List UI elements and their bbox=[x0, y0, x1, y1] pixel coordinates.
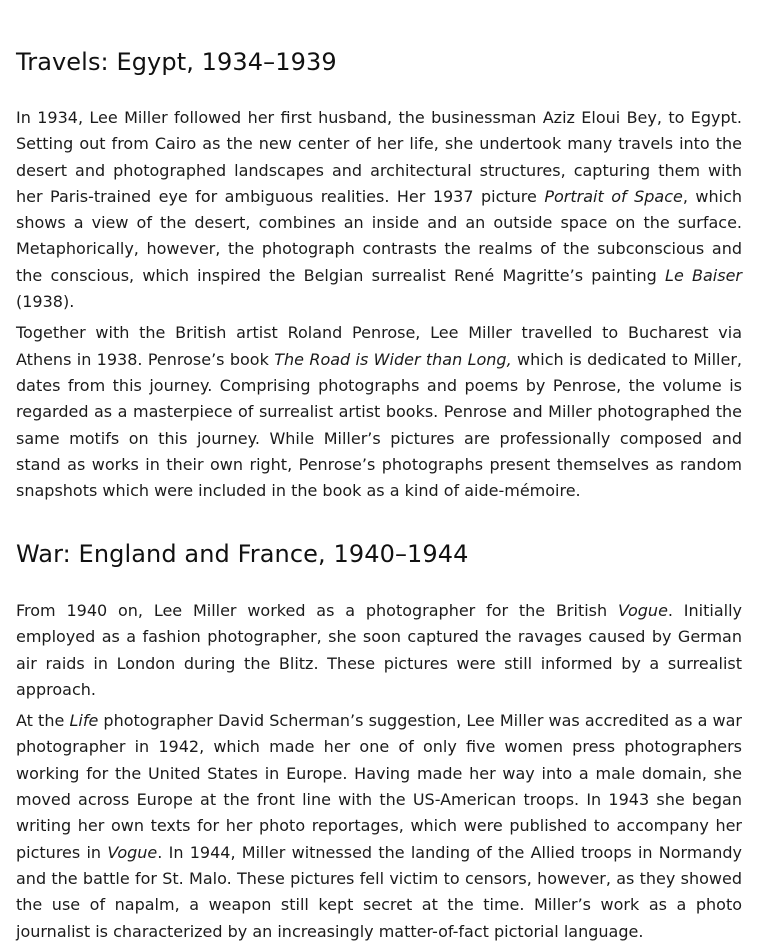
paragraph bbox=[16, 320, 742, 504]
text-run: . In 1944, Miller witnessed the landing of the Allied troops in Normandy and the battle for St. Malo. These pictures fell victim to censors, however, as they showed the use of napalm, a weapon still kept secret at the time. Miller’s work as a photo journalist is characterized by an increasingly matter-of-fact pictorial language. bbox=[16, 842, 742, 941]
italic-title-life: Life bbox=[69, 711, 99, 731]
text-run: From 1940 on, Lee Miller worked as a photographer for the British bbox=[16, 601, 618, 620]
text-run: , which shows a view of the desert, combines an inside and an outside space on the surface. Metaphorically, however, the photograph contrasts the realms of the subconscious and the conscious, which inspired the Belgian surrealist René Magritte’s painting bbox=[16, 186, 742, 285]
paragraph bbox=[16, 708, 742, 945]
text-run: (1938). bbox=[16, 292, 75, 312]
italic-title-portrait-of-space: Portrait of Space bbox=[544, 186, 683, 206]
section-body-travels-egypt bbox=[16, 105, 742, 504]
text-run: . Initially employed as a fashion photographer, she soon captured the ravages caused by German air raids in London during the Blitz. These pictures were still informed by a surrealist approach. bbox=[16, 601, 742, 699]
paragraph bbox=[16, 598, 742, 703]
section-body-war-england-france bbox=[16, 598, 742, 945]
text-run: Together with the British artist Roland Penrose, Lee Miller travelled to Bucharest via Athens in 1938. Penrose’s book bbox=[16, 323, 742, 369]
paragraph bbox=[16, 105, 742, 315]
text-run: photographer David Scherman’s suggestion, Lee Miller was accredited as a war photographer in 1942, which made her one of only five women press photographers working for the United States in Europe. Having made her way into a male domain, she moved across Europe at the front line with the US-American troops. In 1943 she began writing her own texts for her photo reportages, which were published to accompany her pictures in bbox=[16, 711, 742, 862]
italic-title-le-baiser: Le Baiser bbox=[665, 265, 743, 285]
section-title-travels-egypt: Travels: Egypt, 1934–1939 bbox=[16, 48, 337, 76]
section-title-war-england-france: War: England and France, 1940–1944 bbox=[16, 540, 469, 568]
italic-title-vogue: Vogue bbox=[107, 842, 158, 862]
text-run: At the bbox=[16, 711, 70, 731]
text-run: which is dedicated to Miller, dates from this journey. Comprising photographs and poems by Penrose, the volume is regarded as a masterpiece of surrealist artist books. Penrose and Miller photographed the same motifs on this journey. While Miller’s pictures are professionally composed and stand as works in their own right, Penrose’s photographs present themselves as random snapshots which were included in the book as a kind of aide-mémoire. bbox=[16, 349, 742, 501]
italic-title-vogue: Vogue bbox=[617, 601, 668, 620]
text-run: In 1934, Lee Miller followed her first husband, the businessman Aziz Eloui Bey, to Egypt. Setting out from Cairo as the new center of her life, she undertook many travels into the desert and photographed landscapes and architectural structures, capturing them with her Paris-trained eye for ambiguous realities. Her 1937 picture bbox=[16, 108, 742, 206]
italic-title-road-wider-than-long: The Road is Wider than Long, bbox=[274, 349, 512, 369]
